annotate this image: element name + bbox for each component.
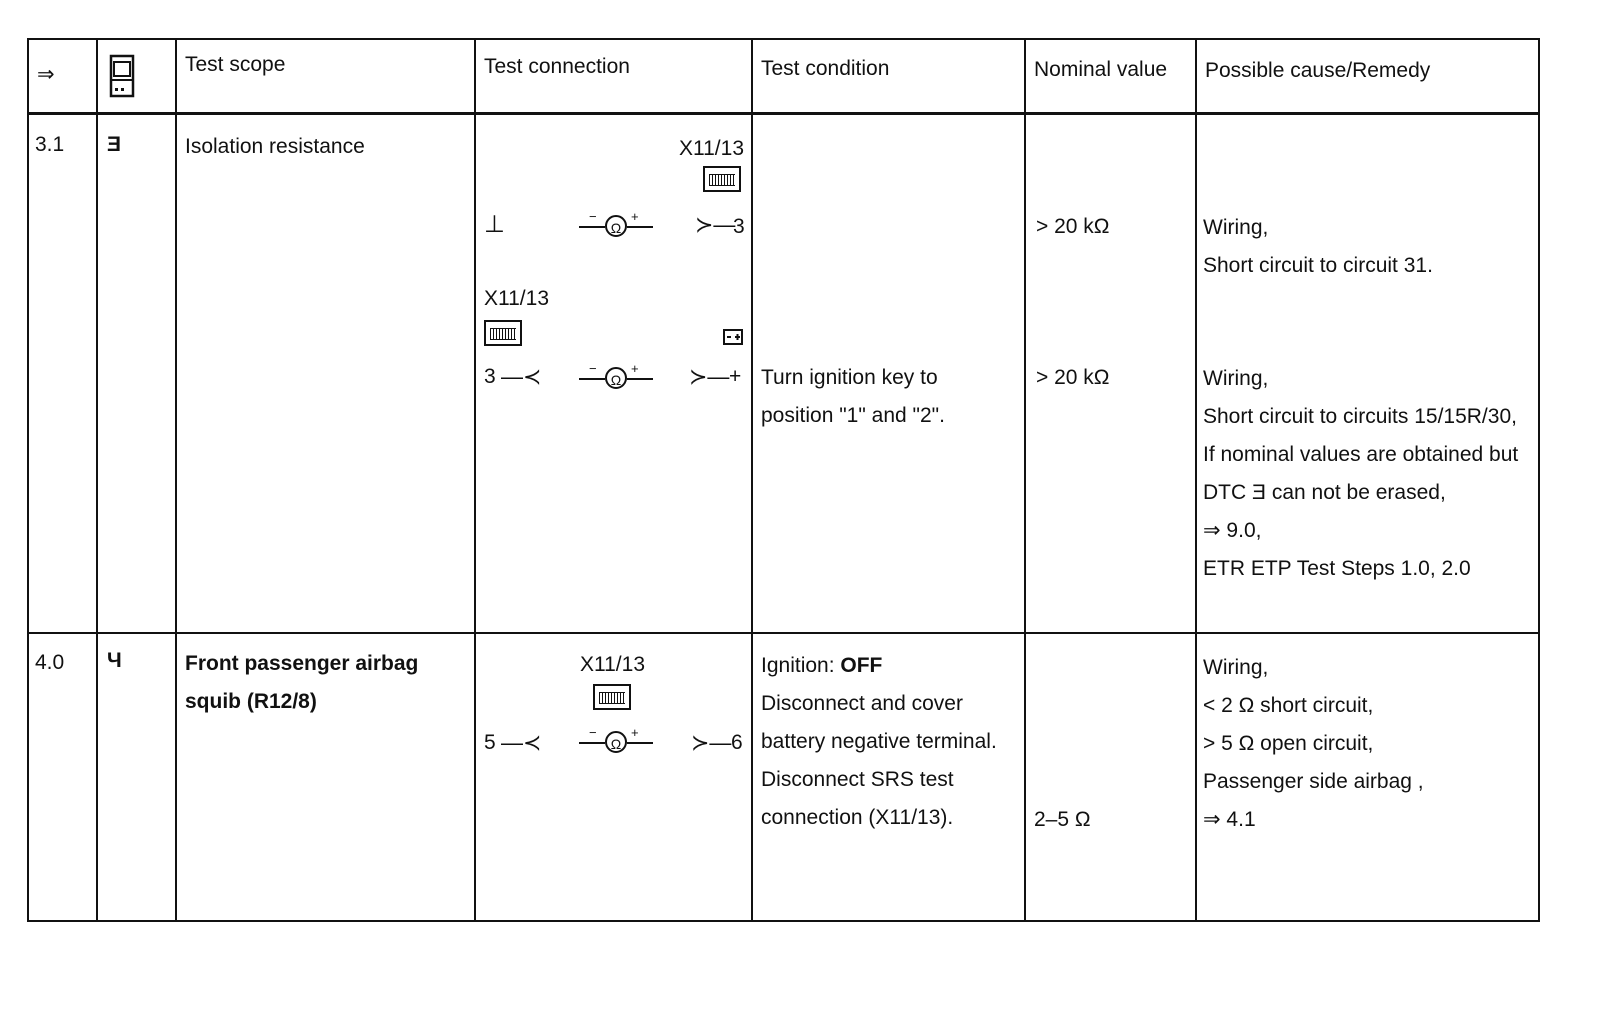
- pin-number: 6: [731, 731, 743, 754]
- header-test-scope: Test scope: [185, 53, 286, 76]
- step-number: 4.0: [35, 651, 65, 674]
- ohmmeter-icon: − Ω +: [575, 214, 671, 240]
- dtc-code: Ǝ: [107, 133, 122, 156]
- plug-symbol: ≻—: [691, 730, 732, 755]
- header-arrow: ⇒: [37, 63, 55, 86]
- connector-icon: [484, 320, 522, 346]
- nominal-value: > 20 kΩ: [1036, 366, 1110, 389]
- test-condition: Ignition: OFF Disconnect and cover battery negative terminal. Disconnect SRS test connection (X11/13).: [761, 654, 997, 829]
- dtc-code: Ч: [107, 649, 122, 672]
- col-divider: [474, 40, 476, 920]
- possible-cause: Wiring, Short circuit to circuits 15/15R/30, If nominal values are obtained but DTC Ǝ can not be erased, ⇒ 9.0, ETR ETP Test Steps 1.0, 2.0: [1203, 367, 1519, 580]
- connector-label: X11/13: [679, 137, 744, 160]
- row-divider: [29, 632, 1538, 634]
- ground-icon: ⊥: [484, 211, 505, 238]
- connector-label: X11/13: [580, 653, 645, 676]
- test-scope: Front passenger airbag squib (R12/8): [185, 652, 419, 713]
- possible-cause: Wiring, Short circuit to circuit 31.: [1203, 216, 1433, 277]
- test-condition: Turn ignition key to position "1" and "2".: [761, 366, 945, 427]
- header-possible-cause: Possible cause/Remedy: [1205, 59, 1431, 82]
- header-test-connection: Test connection: [484, 55, 630, 78]
- col-divider: [96, 40, 98, 920]
- pin-number: +: [729, 365, 742, 388]
- header-divider: [29, 112, 1538, 115]
- pin-number: 3: [484, 365, 496, 388]
- pin-number: 3: [733, 215, 745, 238]
- pin-number: 5: [484, 731, 496, 754]
- nominal-value: > 20 kΩ: [1036, 215, 1110, 238]
- test-table: [27, 38, 1540, 922]
- test-scope: Isolation resistance: [185, 135, 365, 158]
- connector-label: X11/13: [484, 287, 549, 310]
- ohmmeter-icon: − Ω +: [575, 366, 671, 392]
- step-number: 3.1: [35, 133, 65, 156]
- col-divider: [1195, 40, 1197, 920]
- connector-icon: [593, 684, 631, 710]
- plug-symbol: ≻—: [695, 212, 736, 237]
- header-nominal-value: Nominal value: [1034, 58, 1168, 81]
- plug-symbol: ≻—: [689, 364, 730, 389]
- connector-icon: [703, 166, 741, 192]
- possible-cause: Wiring, < 2 Ω short circuit, > 5 Ω open circuit, Passenger side airbag , ⇒ 4.1: [1203, 656, 1424, 831]
- col-divider: [175, 40, 177, 920]
- tester-icon: [109, 54, 135, 98]
- socket-symbol: —≺: [501, 364, 542, 389]
- battery-icon: [723, 327, 743, 345]
- header-test-condition: Test condition: [761, 57, 890, 80]
- col-divider: [751, 40, 753, 920]
- col-divider: [1024, 40, 1026, 920]
- socket-symbol: —≺: [501, 730, 542, 755]
- ohmmeter-icon: − Ω +: [575, 730, 671, 756]
- nominal-value: 2–5 Ω: [1034, 808, 1091, 831]
